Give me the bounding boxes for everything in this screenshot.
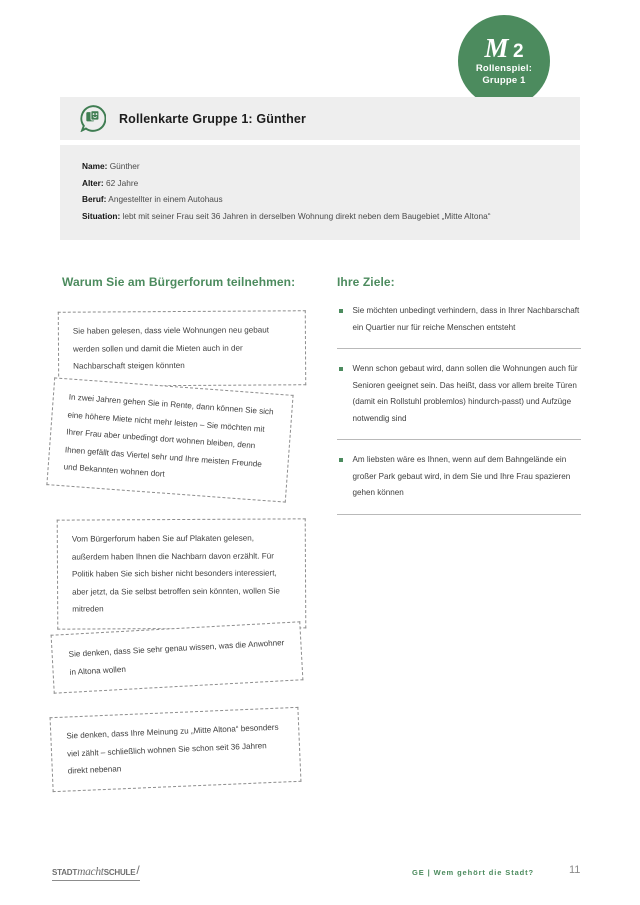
list-item	[337, 303, 581, 349]
info-label-beruf: Beruf:	[82, 194, 107, 204]
info-row	[82, 158, 558, 175]
info-label-situation: Situation:	[82, 210, 121, 221]
info-value-situation: lebt mit seiner Frau seit 36 Jahren in derselben Wohnung direkt neben dem Baugebiet „Mitte Altona“	[122, 210, 491, 221]
note-text: Sie denken, dass Ihre Meinung zu „Mitte Altona“ besonders viel zählt – schließlich wohnen Sie schon seit 36 Jahren direkt nebenan	[66, 722, 279, 776]
list-item	[337, 452, 581, 515]
goal-text: Sie möchten unbedingt verhindern, dass in Ihrer Nachbarschaft ein Quartier nur für reiche Menschen entsteht	[352, 306, 580, 332]
badge-top-row	[484, 35, 523, 62]
footer-credit: GE | Wem gehört die Stadt?	[412, 868, 535, 877]
publisher-logo	[52, 864, 140, 881]
info-label-alter: Alter:	[82, 177, 104, 188]
logo-text-macht: macht	[77, 866, 104, 878]
info-row	[82, 191, 558, 208]
note-card	[50, 707, 302, 792]
badge-subtitle-line2: Gruppe 1	[482, 75, 526, 86]
goals-list	[337, 303, 581, 527]
note-card	[51, 621, 304, 693]
info-row	[82, 175, 558, 192]
note-text: Sie haben gelesen, dass viele Wohnungen neu gebaut werden sollen und damit die Mieten auch in der Nachbarschaft steigen könnten	[72, 325, 269, 371]
badge-subtitle-line1: Rollenspiel:	[475, 63, 533, 75]
note-text: Vom Bürgerforum haben Sie auf Plakaten gelesen, außerdem haben Ihnen die Nachbarn davon erzählt. Für Politik haben Sie sich bisher nicht besonders interessiert, aber jetzt, da Sie selbst betroffen sein könnten, wollen Sie mitreden	[71, 533, 280, 614]
character-info-panel	[60, 145, 580, 240]
page-title: Rollenkarte Gruppe 1: Günther	[119, 111, 307, 126]
logo-text-stadt: STADT	[52, 868, 78, 877]
card-header-bar	[60, 97, 580, 140]
note-text: In zwei Jahren gehen Sie in Rente, dann können Sie sich eine höhere Miete nicht mehr leisten – Sie möchten mit Ihrer Frau aber unbedingt dort wohnen bleiben, denn Ihnen gefällt das Viertel sehr und Ihre meisten Freunde und Bekannten wohnen dort	[63, 392, 274, 479]
page-number: 11	[569, 864, 581, 876]
badge-letter: M	[484, 33, 508, 64]
goal-text: Am liebsten wäre es Ihnen, wenn auf dem Bahngelände ein großer Park gebaut wird, in dem Sie und Ihre Frau spazieren gehen können	[352, 455, 571, 497]
info-value-beruf: Angestellter in einem Autohaus	[108, 194, 223, 204]
list-item	[337, 361, 581, 440]
logo-slash-icon: /	[136, 863, 140, 877]
info-value-name: Günther	[109, 161, 140, 171]
note-card	[46, 377, 293, 502]
left-column-heading: Warum Sie am Bürgerforum teilnehmen:	[62, 275, 296, 289]
note-text: Sie denken, dass Sie sehr genau wissen, was die Anwohner in Altona wollen	[68, 638, 285, 677]
note-card	[57, 518, 307, 629]
right-column-heading: Ihre Ziele:	[337, 275, 395, 289]
bullet-square-icon	[339, 458, 343, 462]
module-badge	[458, 15, 550, 107]
goal-text: Wenn schon gebaut wird, dann sollen die Wohnungen auch für Senioren geeignet sein. Das heißt, dass vor allem breite Türen (damit ein Rollstuhl problemlos) hindurch-passt) und Aufzüge notwendig sind	[352, 364, 578, 423]
info-value-alter: 62 Jahre	[105, 177, 139, 188]
speech-bubble-theater-masks-icon	[79, 105, 106, 132]
note-card	[58, 310, 306, 386]
bullet-square-icon	[339, 309, 343, 313]
bullet-square-icon	[339, 367, 343, 371]
info-row	[82, 208, 558, 225]
logo-text-schule: SCHULE	[103, 868, 136, 877]
info-label-name: Name:	[82, 161, 108, 171]
badge-number: 2	[512, 41, 524, 63]
